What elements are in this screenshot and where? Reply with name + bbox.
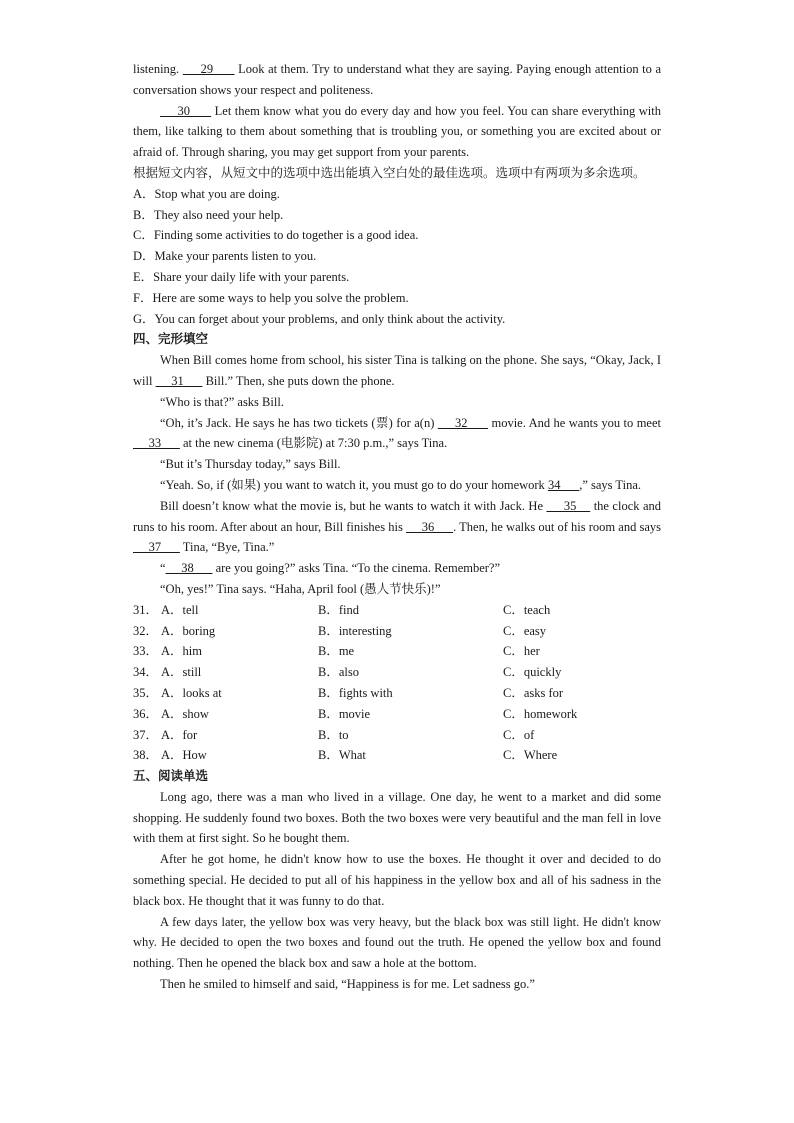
option-c: C．her <box>503 644 540 659</box>
text-span: are you going?” asks Tina. “To the cinema. Remember?” <box>212 561 501 576</box>
choice-a: A．Stop what you are doing. <box>133 186 280 201</box>
blank-33: 33 <box>133 436 180 451</box>
option-b: B．What <box>318 748 366 763</box>
option-row <box>133 704 661 725</box>
option-a: A．tell <box>161 602 199 617</box>
reading-paragraph: Long ago, there was a man who lived in a village. One day, he went to a market and did some shopping. He suddenly found two boxes. Both the two boxes were very beautiful and the man fell in love with them at first sight. So he bought them. <box>133 789 661 846</box>
question-number: 34． <box>133 665 159 680</box>
text-span: Let them know what you do every day and how you feel. You can share everything with them, like talking to them about something that is troubling you, or something you are excited about or afraid of. Through sharing, you may get support from your parents. <box>133 103 661 160</box>
choice-list <box>133 184 661 330</box>
option-a: A．show <box>161 706 209 721</box>
blank-37: 37 <box>133 540 180 555</box>
section-heading-reading: 五、阅读单选 <box>133 768 209 784</box>
question-number: 36． <box>133 706 159 721</box>
text-span: Bill.” Then, she puts down the phone. <box>202 373 395 388</box>
text-span: Look at them. Try to understand what they are saying. Paying enough attention to a conversation shows your respect and politeness. <box>133 62 661 97</box>
option-row <box>133 683 661 704</box>
choice-f: F．Here are some ways to help you solve the problem. <box>133 290 409 305</box>
blank-29: 29 <box>182 62 235 76</box>
blank-36: 36 <box>405 519 454 534</box>
reading-paragraph: After he got home, he didn't know how to use the boxes. He thought it over and decided to do something special. He decided to put all of his happiness in the yellow box and all of his sadness in the black box. He thought that it was funny to do that. <box>133 852 661 908</box>
choice-c: C．Finding some activities to do together is a good idea. <box>133 228 419 243</box>
option-c: C．homework <box>503 706 578 721</box>
reading-paragraph: Then he smiled to himself and said, “Happiness is for me. Let sadness go.” <box>160 977 535 992</box>
text-span: “Oh, it’s Jack. He says he has two tickets (票) for a(n) <box>160 415 438 430</box>
text-span: When Bill comes home from school, his sister Tina is talking on the phone. She says, “Okay, Jack, I will <box>133 353 661 388</box>
choice-b: B．They also need your help. <box>133 207 284 222</box>
question-number: 37． <box>133 727 159 742</box>
cloze-paragraph <box>133 413 661 455</box>
question-number: 32． <box>133 623 159 638</box>
cloze-paragraph <box>133 350 661 392</box>
blank-35: 35 <box>546 498 591 513</box>
text-span: . Then, he walks out of his room and says <box>453 519 662 534</box>
option-b: B．also <box>318 665 359 680</box>
option-a: A．How <box>161 748 207 763</box>
section-heading-cloze: 四、完形填空 <box>133 331 209 347</box>
option-b: B．find <box>318 602 359 617</box>
passage-paragraph-29 <box>133 59 661 101</box>
option-c: C．easy <box>503 623 547 638</box>
question-number: 38． <box>133 748 159 763</box>
text-span: listening. <box>133 62 180 76</box>
option-a: A．looks at <box>161 685 222 700</box>
option-a: A．for <box>161 727 198 742</box>
option-b: B．interesting <box>318 623 392 638</box>
option-a: A．boring <box>161 623 216 638</box>
text-span: at the new cinema (电影院) at 7:30 p.m.,” says Tina. <box>179 436 448 451</box>
option-c: C．teach <box>503 602 551 617</box>
cloze-paragraph: “Oh, yes!” Tina says. “Haha, April fool (愚人节快乐)!” <box>160 581 441 596</box>
option-c: C．quickly <box>503 665 562 680</box>
choice-g: G．You can forget about your problems, and only think about the activity. <box>133 311 506 326</box>
option-b: B．me <box>318 644 355 659</box>
blank-32: 32 <box>437 415 489 430</box>
option-b: B．movie <box>318 706 371 721</box>
document-page <box>133 59 661 995</box>
option-c: C．asks for <box>503 685 564 700</box>
cloze-paragraph: “But it’s Thursday today,” says Bill. <box>160 457 341 472</box>
choice-d: D．Make your parents listen to you. <box>133 249 317 264</box>
option-c: C．of <box>503 727 535 742</box>
cloze-paragraph <box>133 475 661 496</box>
option-b: B．to <box>318 727 349 742</box>
option-row <box>133 621 661 642</box>
option-row <box>133 725 661 746</box>
text-span: movie. And he wants you to meet <box>488 415 661 430</box>
cloze-paragraph <box>133 496 661 558</box>
choice-e: E．Share your daily life with your parents. <box>133 269 350 284</box>
blank-31: 31 <box>155 373 203 388</box>
text-span: Bill doesn’t know what the movie is, but he wants to watch it with Jack. He <box>160 498 547 513</box>
option-b: B．fights with <box>318 685 393 700</box>
question-number: 33． <box>133 644 159 659</box>
instructions: 根据短文内容，从短文中的选项中选出能填入空白处的最佳选项。选项中有两项为多余选项。 <box>133 164 646 180</box>
blank-34: 34 <box>547 477 580 492</box>
text-span: the clock and runs to his room. After about an hour, Bill finishes his <box>133 498 662 534</box>
option-row <box>133 662 661 683</box>
question-number: 31． <box>133 602 159 617</box>
option-c: C．Where <box>503 748 558 763</box>
reading-paragraph: A few days later, the yellow box was very heavy, but the black box was still light. He didn't know why. He decided to open the two boxes and found out the truth. He opened the yellow box and found nothing. Then he opened the black box and saw a hole at the bottom. <box>133 914 661 971</box>
text-span: Tina, “Bye, Tina.” <box>179 540 275 555</box>
option-a: A．him <box>161 644 202 659</box>
cloze-paragraph: “Who is that?” asks Bill. <box>160 394 284 409</box>
option-a: A．still <box>161 665 202 680</box>
blank-38: 38 <box>165 561 213 576</box>
passage-paragraph-30 <box>133 101 661 163</box>
option-row <box>133 641 661 662</box>
text-span: “Yeah. So, if (如果) you want to watch it, you must go to do your homework <box>160 477 548 492</box>
text-span: ,” says Tina. <box>579 477 642 492</box>
option-row <box>133 745 661 766</box>
blank-30: 30 <box>160 103 212 118</box>
question-number: 35． <box>133 685 159 700</box>
text-span: “ <box>160 561 166 576</box>
cloze-paragraph <box>133 558 661 579</box>
cloze-options <box>133 600 661 766</box>
option-row <box>133 600 661 621</box>
